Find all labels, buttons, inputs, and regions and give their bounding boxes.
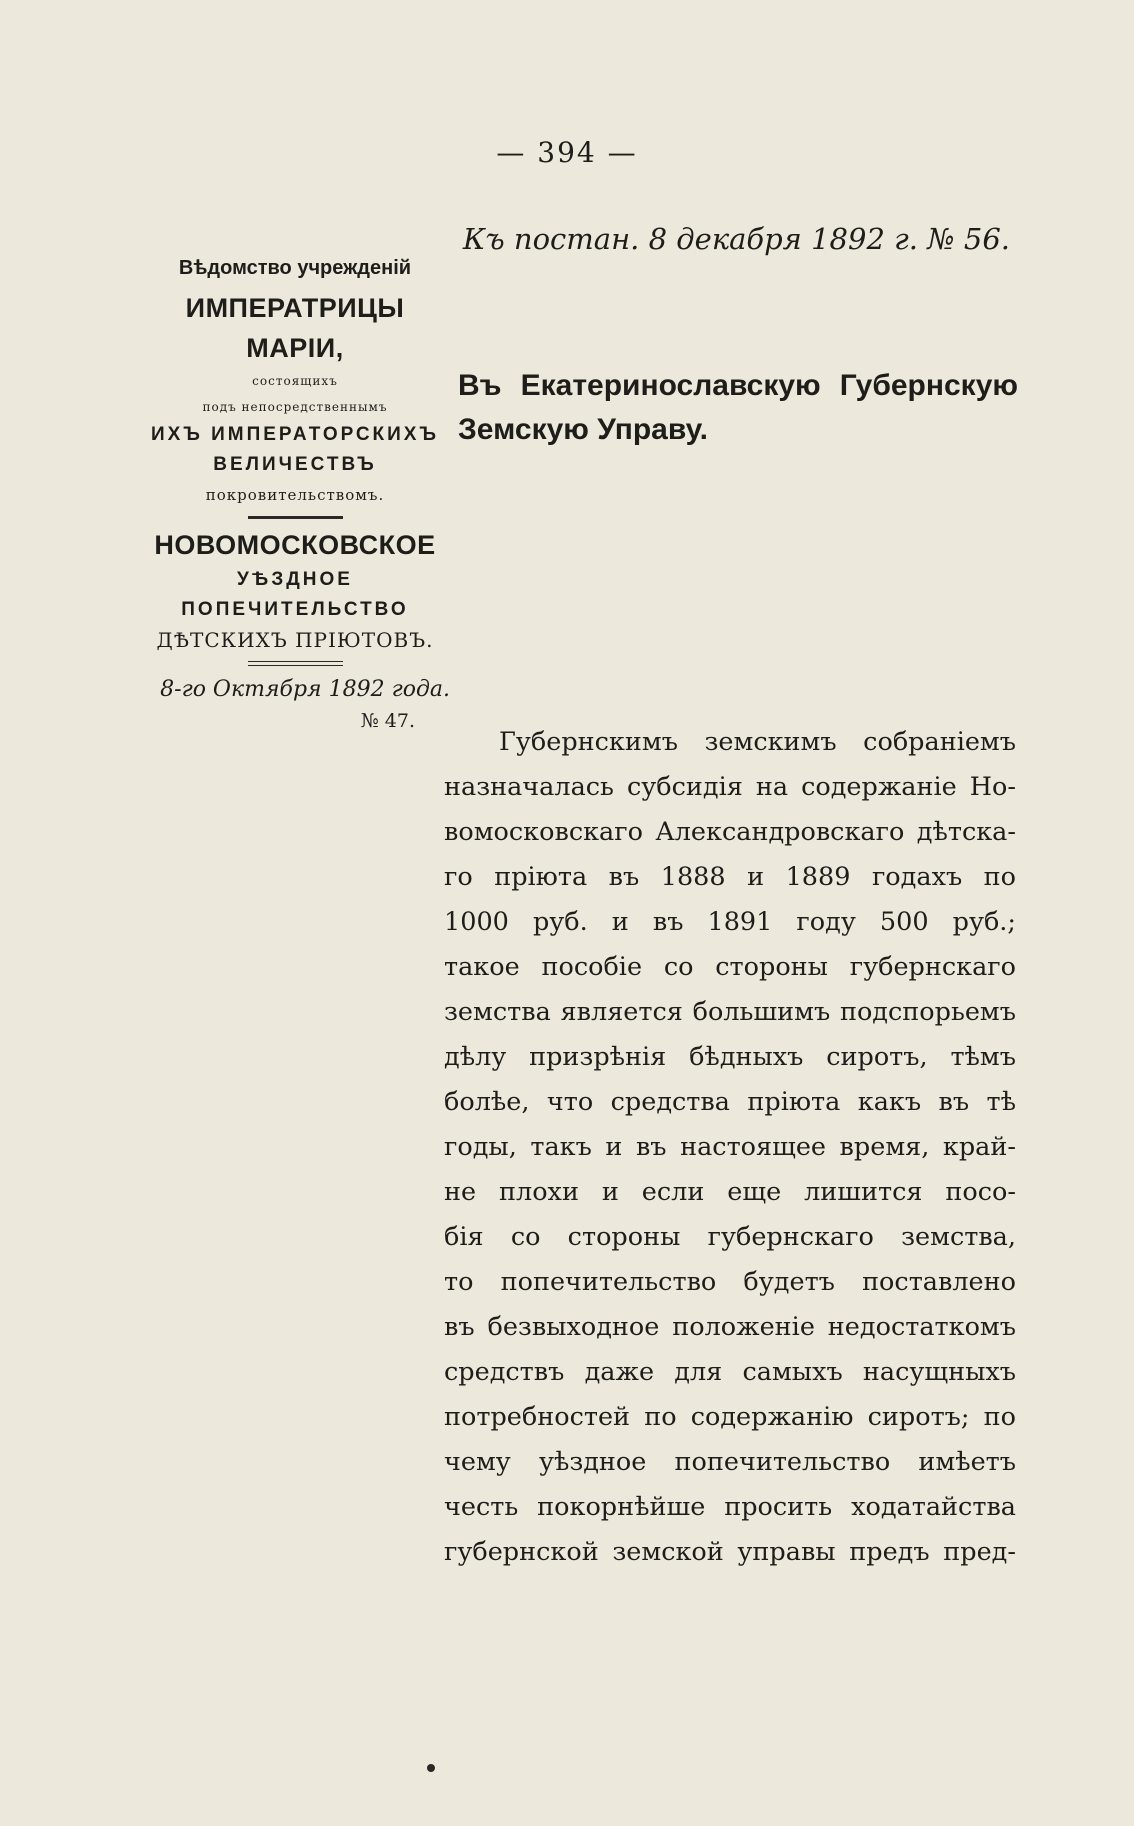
body-line: земства является большимъ подспорьемъ [444, 997, 1016, 1027]
address-line-1: Въ Екатеринославскую Губернскую [458, 369, 1018, 402]
letterhead-majesties: ВЕЛИЧЕСТВЪ [213, 454, 377, 475]
body-line: бія со стороны губернскаго земства, [444, 1222, 1016, 1252]
letterhead-under-direct: подъ непосредственнымъ [202, 400, 388, 414]
letterhead-empress: ИМПЕРАТРИЦЫ МАРІИ, [185, 293, 405, 363]
body-line: потребностей по содержанію сиротъ; по [444, 1402, 1016, 1432]
letterhead-block [140, 248, 450, 734]
letterhead-department: Вѣдомство учрежденій [178, 257, 412, 279]
body-line: то попечительство будетъ поставлено [444, 1267, 1016, 1297]
body-line: такое пособіе со стороны губернскаго [444, 952, 1016, 982]
resolution-reference: Къ постан. 8 декабря 1892 г. № 56. [462, 222, 1010, 256]
letterhead-orphanages: ДѢТСКИХЪ ПРІЮТОВЪ. [156, 628, 434, 652]
body-line: годы, такъ и въ настоящее время, край- [444, 1132, 1016, 1162]
letterhead-guardianship: ПОПЕЧИТЕЛЬСТВО [181, 599, 409, 620]
letterhead-consisting: состоящихъ [252, 374, 338, 388]
ink-dot [427, 1764, 435, 1772]
body-line: не плохи и если еще лишится посо- [444, 1177, 1016, 1207]
letter-date: 8-го Октября 1892 года. [160, 677, 450, 702]
body-line: вомосковскаго Александровскаго дѣтска- [444, 817, 1016, 847]
recipient-address [458, 364, 1018, 452]
letterhead-patronage: покровительствомъ. [205, 486, 385, 504]
body-line: болѣе, что средства пріюта какъ въ тѣ [444, 1087, 1016, 1117]
body-line: дѣлу призрѣнія бѣдныхъ сиротъ, тѣмъ [444, 1042, 1016, 1072]
body-line: губернской земской управы предъ пред- [444, 1537, 1016, 1567]
body-line: честь покорнѣйше просить ходатайства [444, 1492, 1016, 1522]
letterhead-district: УѢЗДНОЕ [237, 569, 353, 590]
letterhead-imperial: ИХЪ ИМПЕРАТОРСКИХЪ [150, 424, 439, 445]
body-line: го пріюта въ 1888 и 1889 годахъ по [444, 862, 1016, 892]
divider-rule [248, 516, 343, 519]
address-line-2: Земскую Управу. [458, 413, 708, 446]
body-line: назначалась субсидія на содержаніе Но- [444, 772, 1016, 802]
body-line: 1000 руб. и въ 1891 году 500 руб.; [444, 907, 1016, 937]
letter-number: № 47. [360, 710, 415, 732]
divider-double-rule [248, 661, 343, 666]
page-number: — 394 — [496, 136, 638, 169]
body-line: Губернскимъ земскимъ собраніемъ [499, 727, 1016, 757]
body-line: въ безвыходное положеніе недостаткомъ [444, 1312, 1016, 1342]
letterhead-novomoskovsk: НОВОМОСКОВСКОЕ [154, 530, 436, 560]
letter-body [444, 720, 1016, 1575]
body-line: средствъ даже для самыхъ насущныхъ [444, 1357, 1016, 1387]
body-line: чему уѣздное попечительство имѣетъ [444, 1447, 1016, 1477]
